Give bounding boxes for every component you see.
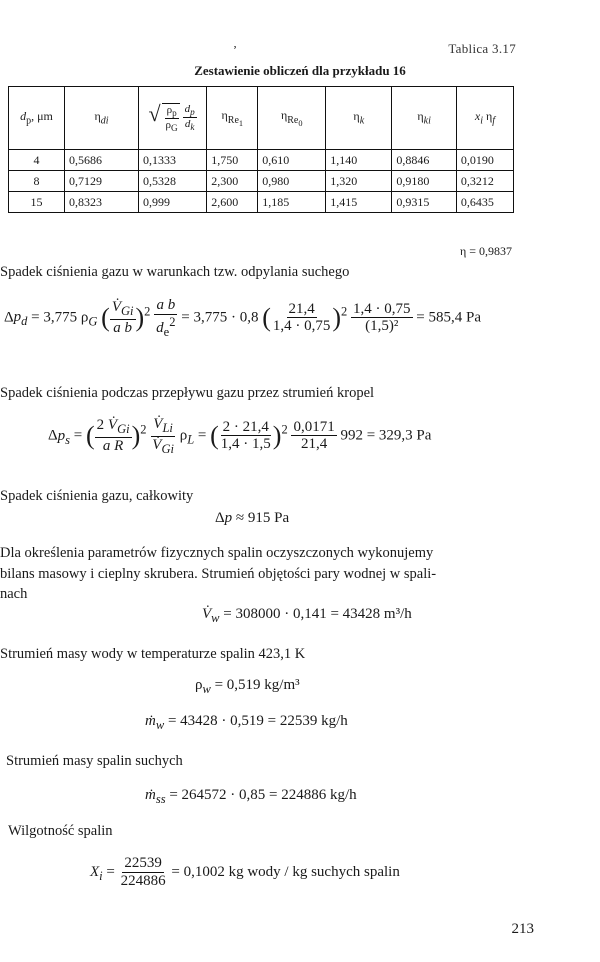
formula-dp-dry: $\Delta p_d = 3,775$ $\rho_G$ ( $\frac{V̇_{Gi}}{\text{a b}}$ )$^2$ $\frac{\text{a b}}{d_e^2}$ = 3,775 · 0,8 ( $\frac{21,4}{1,4 \cdot 0,75}$ )$^2$ $\frac{1,4 \cdot 0,75}{\text{(1,5)²}}$ = 585,4 Pa — [4, 297, 482, 339]
calculation-table — [8, 86, 514, 213]
section-droplet-pressure-drop: Spadek ciśnienia podczas przepływu gazu przez strumień kropel — [0, 385, 375, 401]
table-header-row — [9, 87, 514, 150]
table-row: 8 0,7129 0,5328 2,300 0,980 1,320 0,9180 0,3212 — [9, 171, 514, 192]
table-label: Tablica 3.17 — [448, 41, 516, 56]
header-eta-ki: $\eta_{ki}$ — [392, 87, 457, 150]
section-humidity: Wilgotność spalin — [8, 823, 113, 839]
table-row: 15 0,8323 0,999 2,600 1,185 1,415 0,9315 0,6435 — [9, 192, 514, 213]
formula-humidity: $X_i$ = $\frac{22539}{224886}$ = 0,1002 kg wody / kg suchych spalin — [90, 855, 400, 889]
total-efficiency: η = 0,9837 — [459, 244, 512, 258]
header-eta-k: $\eta_k$ — [326, 87, 392, 150]
header-eta-di: $\eta_{di}$ — [65, 87, 139, 150]
section-dry-gas-mass: Strumień masy spalin suchych — [6, 753, 183, 769]
section-total-pressure-drop: Spadek ciśnienia gazu, całkowity — [0, 488, 194, 504]
paragraph-line-1: Dla określenia parametrów fizycznych spalin oczyszczonych wykonujemy — [0, 545, 434, 561]
paragraph-line-3: nach — [0, 586, 28, 602]
stray-mark: ʼ — [233, 43, 237, 57]
paragraph-line-2: bilans masowy i cieplny skrubera. Strumień objętości pary wodnej w spali- — [0, 566, 437, 582]
table-caption: Zestawienie obliczeń dla przykładu 16 — [194, 63, 406, 78]
formula-dry-gas-mass: ṁ$_{ss}$ = 264572 · 0,85 = 224886 kg/h — [145, 787, 357, 806]
section-dry-pressure-drop: Spadek ciśnienia gazu w warunkach tzw. odpylania suchego — [0, 264, 350, 280]
header-ratio: √ $\frac{\rho_p}{\rho_G}$ $\frac{d_p}{d_k}$ — [138, 87, 206, 150]
formula-water-density: $\rho_w = 0,519$ kg/m³ — [195, 677, 300, 696]
formula-dp-total: Δp ≈ 915 Pa — [215, 510, 290, 526]
formula-dp-spray: $\Delta p_s$ = ( $\frac{2 V̇_{Gi}}{\text{a R}}$ )$^2$ $\frac{V̇_{Li}}{V̇_{Gi}}$ $\rho_L$ = ( $\frac{2 \cdot 21,4}{1,4 \cdot 1,5}$ )$^2$ $\frac{0,0171}{21,4}$ 992 = 329,3 Pa — [48, 416, 432, 456]
page-number: 213 — [511, 921, 534, 937]
section-water-mass-flow: Strumień masy wody w temperaturze spalin 423,1 K — [0, 646, 306, 662]
header-eta-re0: $\eta_{Re_0}$ — [258, 87, 326, 150]
table-row: 4 0,5686 0,1333 1,750 0,610 1,140 0,8846 0,0190 — [9, 150, 514, 171]
formula-water-mass: ṁ$_w$ = 43428 · 0,519 = 22539 kg/h — [145, 713, 348, 732]
header-eta-re1: $\eta_{Re_1}$ — [207, 87, 258, 150]
header-dp: $d_p$, μm — [9, 87, 65, 150]
formula-vapor-volume: $V̇_w = 308000 \cdot 0,141 = 43428$ m³/h — [202, 606, 412, 625]
header-xi-eta: $x_i$ $\eta_f$ — [456, 87, 513, 150]
